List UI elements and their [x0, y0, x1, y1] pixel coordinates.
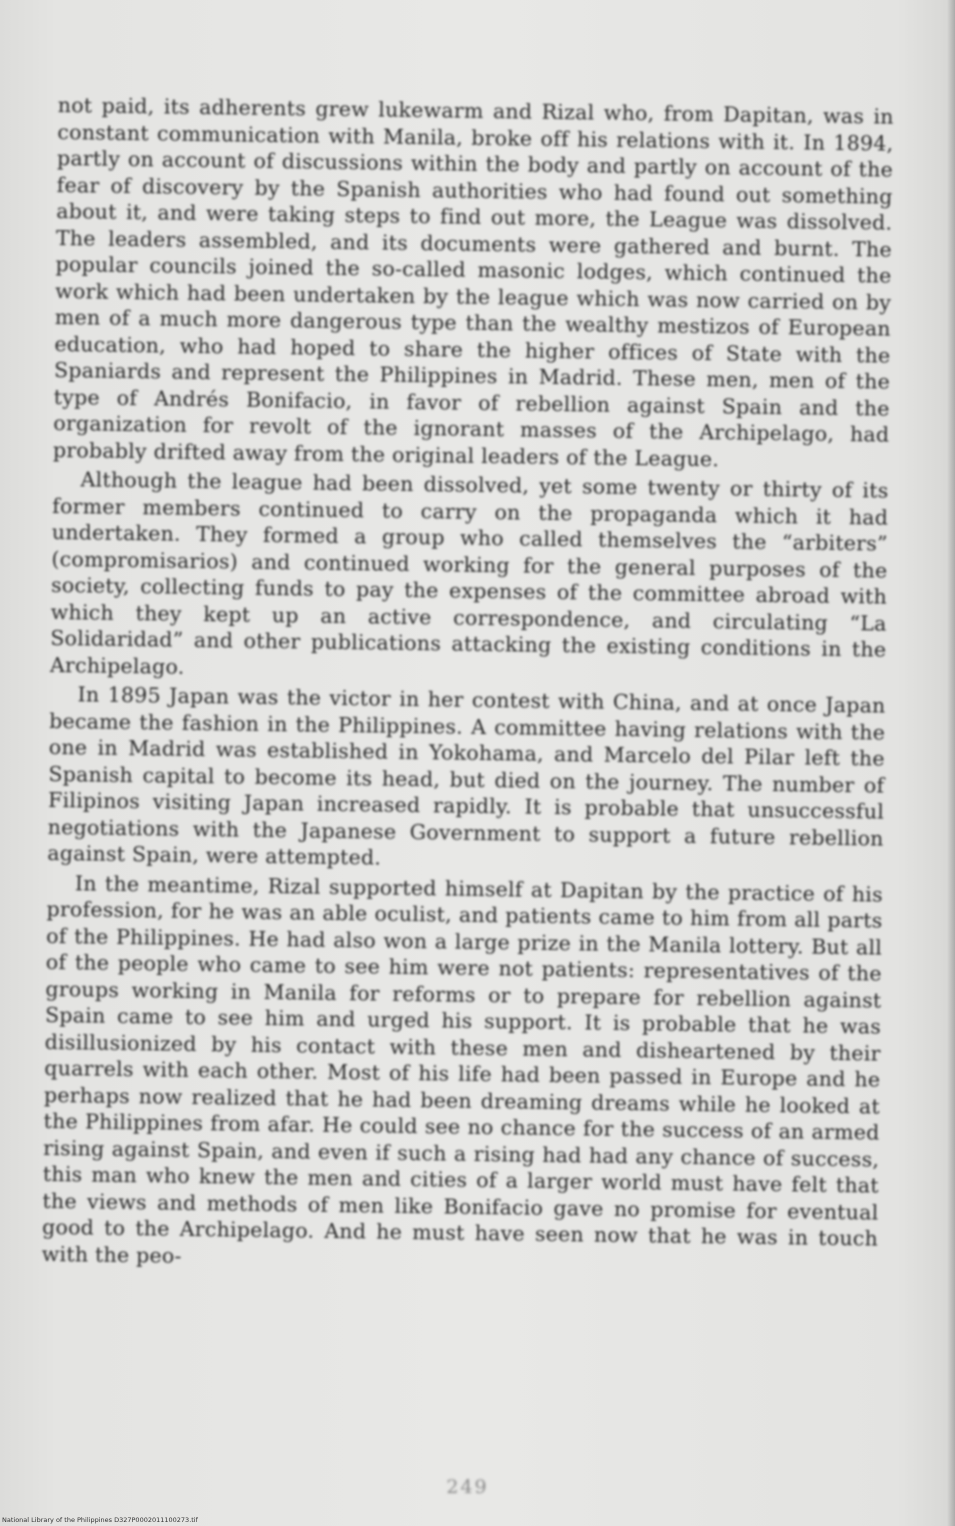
body-text	[42, 92, 894, 1279]
page-number: 249	[446, 1476, 489, 1498]
paragraph-2: Although the league had been dissolved, yet some twenty or thirty of its former members continued to carry on the propaganda which it had undertaken. They formed a group who called themselves the “arbiters” (compromisarios) and continued working for the general purposes of the society, collecting funds to pay the expenses of the committee abroad with which they kept up an active correspondence, and circulating “La Solidaridad” and other publications attacking the existing conditions in the Archipelago.	[49, 467, 889, 679]
paragraph-4: In the meantime, Rizal supported himself at Dapitan by the practice of his profession, for he was an able oculist, and patients came to him from all parts of the Philippines. He had also won a large prize in the Manila lottery. But all of the people who came to see him were not patients: representatives of the groups working in Manila for reforms or to prepare for rebellion against Spain came to see him and urged his support. It is probable that he was disillusionized by his contact with these men and disheartened by their quarrels with each other. Most of his life had been passed in Europe and he perhaps now realized that he had been dreaming dreams while he looked at the Philippines from afar. He could see no chance for the success of an armed rising against Spain, and even if such a rising had had any chance of success, this man who knew the men and cities of a larger world must have felt that the views and methods of men like Bonifacio gave no promise for eventual good to the Archipelago. And he must have seen now that he was in touch with the peo-	[41, 870, 884, 1268]
footer-credit: National Library of the Philippines D327P0002011100273.tif	[2, 1516, 198, 1524]
page-edge-shadow	[947, 0, 955, 1526]
paragraph-1: not paid, its adherents grew lukewarm and Rizal who, from Dapitan, was in constant communication with Manila, broke off his relations with it. In 1894, partly on account of discussions within the body and partly on account of the fear of discovery by the Spanish authorities who had found out something about it, and were taking steps to find out more, the League was dissolved. The leaders assembled, and its documents were gathered and burnt. The popular councils joined the so-called masonic lodges, which continued the work which had been undertaken by the league which was now carried on by men of a much more dangerous type than the wealthy mestizos of European education, who had hoped to share the higher offices of State with the Spaniards and represent the Philippines in Madrid. These men, men of the type of Andrés Bonifacio, in favor of rebellion against Spain and the organization for revolt of the ignorant masses of the Archipelago, had probably drifted away from the original leaders of the League.	[52, 92, 894, 471]
paragraph-3: In 1895 Japan was the victor in her contest with China, and at once Japan became the fashion in the Philippines. A committee having relations with the one in Madrid was established in Yokohama, and Marcelo del Pilar left the Spanish capital to become its head, but died on the journey. The number of Filipinos visiting Japan increased rapidly. It is probable that unsuccessful negotiations with the Japanese Government to support a future rebellion against Spain, were attempted.	[47, 682, 886, 870]
